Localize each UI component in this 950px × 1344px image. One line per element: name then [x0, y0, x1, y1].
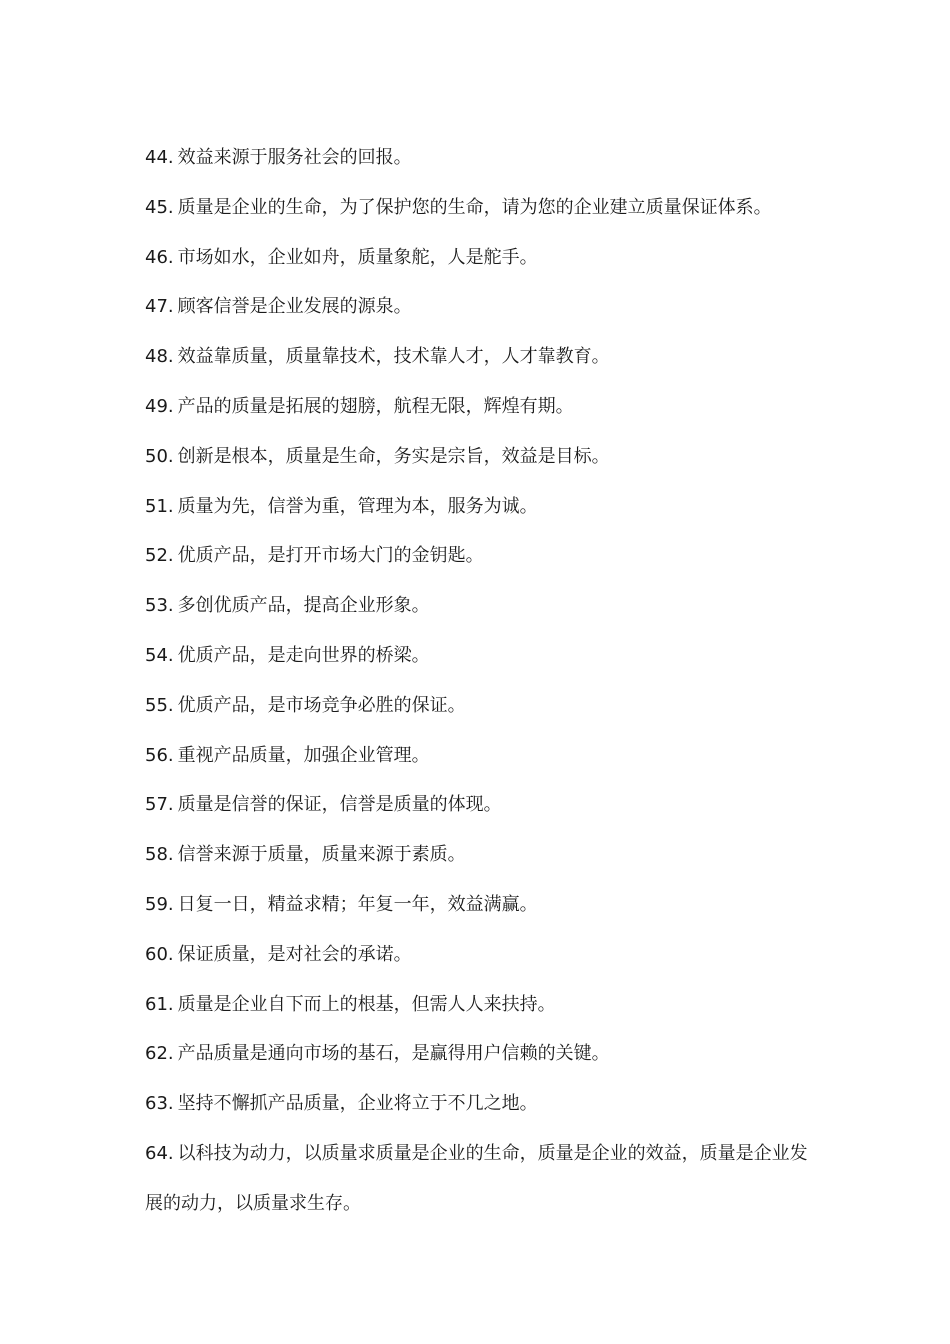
- item-text: 产品质量是通向市场的基石，是赢得用户信赖的关键。: [177, 1043, 610, 1065]
- list-item: [145, 1079, 815, 1129]
- list-item: [145, 681, 815, 731]
- item-number: 57.: [145, 794, 174, 816]
- item-text: 质量是信誉的保证，信誉是质量的体现。: [177, 794, 502, 816]
- item-number: 47.: [145, 296, 174, 318]
- list-item: [145, 233, 815, 283]
- item-text: 市场如水，企业如舟，质量象舵，人是舵手。: [177, 246, 538, 268]
- list-item: [145, 282, 815, 332]
- list-item: [145, 432, 815, 482]
- item-number: 45.: [145, 196, 174, 218]
- list-item: [145, 382, 815, 432]
- item-text: 重视产品质量，加强企业管理。: [177, 744, 430, 766]
- item-number: 44.: [145, 147, 174, 168]
- list-item: [145, 183, 815, 233]
- item-text: 以科技为动力，以质量求质量是企业的生命，质量是企业的效益，质量是企业发展的动力，以质量求生存。: [145, 1142, 808, 1214]
- list-item: [145, 631, 815, 681]
- item-number: 54.: [145, 644, 174, 666]
- item-text: 效益来源于服务社会的回报。: [177, 147, 412, 168]
- list-item: [145, 531, 815, 581]
- item-text: 质量是企业自下而上的根基，但需人人来扶持。: [177, 993, 556, 1015]
- item-number: 50.: [145, 445, 174, 467]
- item-text: 质量是企业的生命，为了保护您的生命，请为您的企业建立质量保证体系。: [177, 196, 772, 218]
- item-text: 日复一日，精益求精；年复一年，效益满赢。: [177, 893, 538, 915]
- item-number: 52.: [145, 545, 174, 567]
- item-number: 63.: [145, 1093, 174, 1115]
- item-text: 质量为先，信誉为重，管理为本，服务为诚。: [177, 495, 538, 517]
- item-text: 产品的质量是拓展的翅膀，航程无限，辉煌有期。: [177, 395, 574, 417]
- list-item: [145, 1129, 815, 1229]
- item-number: 56.: [145, 744, 174, 766]
- list-item: [145, 980, 815, 1030]
- list-item: [145, 830, 815, 880]
- list-item: [145, 1029, 815, 1079]
- list-item: [145, 731, 815, 781]
- item-text: 优质产品，是走向世界的桥梁。: [177, 644, 430, 666]
- item-text: 多创优质产品，提高企业形象。: [177, 595, 430, 617]
- item-text: 顾客信誉是企业发展的源泉。: [177, 296, 412, 318]
- item-text: 优质产品，是打开市场大门的金钥匙。: [177, 545, 484, 567]
- item-text: 坚持不懈抓产品质量，企业将立于不几之地。: [177, 1093, 538, 1115]
- item-number: 48.: [145, 346, 174, 368]
- item-text: 优质产品，是市场竞争必胜的保证。: [177, 694, 466, 716]
- item-number: 51.: [145, 495, 174, 517]
- item-number: 49.: [145, 395, 174, 417]
- item-number: 60.: [145, 943, 174, 965]
- item-number: 62.: [145, 1043, 174, 1065]
- item-number: 59.: [145, 893, 174, 915]
- list-item: [145, 133, 815, 183]
- item-number: 46.: [145, 246, 174, 268]
- list-item: [145, 780, 815, 830]
- slogan-list: [145, 133, 815, 1229]
- item-number: 58.: [145, 844, 174, 866]
- item-text: 创新是根本，质量是生命，务实是宗旨，效益是目标。: [177, 445, 610, 467]
- item-text: 信誉来源于质量，质量来源于素质。: [177, 844, 466, 866]
- item-text: 效益靠质量，质量靠技术，技术靠人才，人才靠教育。: [177, 346, 610, 368]
- list-item: [145, 482, 815, 532]
- list-item: [145, 332, 815, 382]
- item-text: 保证质量，是对社会的承诺。: [177, 943, 412, 965]
- list-item: [145, 880, 815, 930]
- item-number: 55.: [145, 694, 174, 716]
- list-item: [145, 581, 815, 631]
- item-number: 53.: [145, 595, 174, 617]
- item-number: 61.: [145, 993, 174, 1015]
- item-number: 64.: [145, 1142, 174, 1164]
- list-item: [145, 930, 815, 980]
